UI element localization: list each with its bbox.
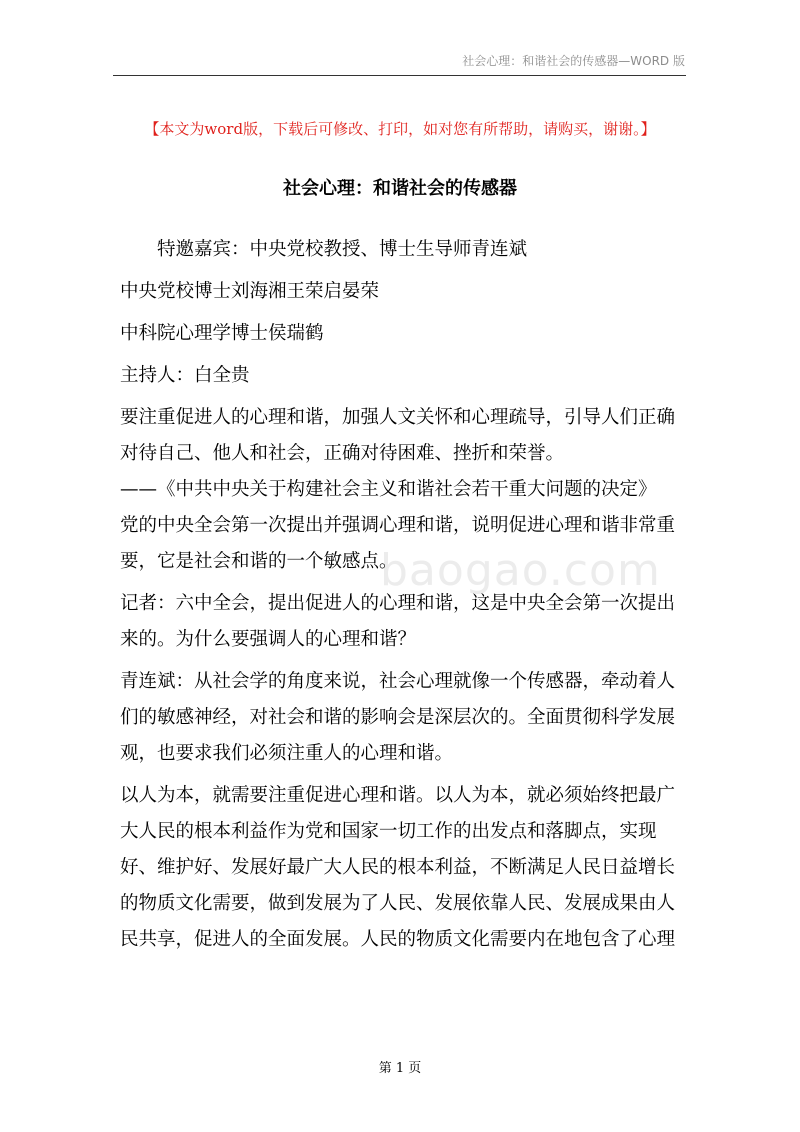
watermark: baogao.com [380,545,661,596]
guest-line: 中央党校博士刘海湘王荣启晏荣 [120,281,380,302]
quote-paragraph: 要注重促进人的心理和谐，加强人文关怀和心理疏导，引导人们正确对待自己、他人和社会，正确对待困难、挫折和荣誉。 [120,407,676,464]
body-paragraph: 以人为本，就需要注重促进心理和谐。以人为本，就必须始终把最广大人民的根本利益作为党和国家一切工作的出发点和落脚点，实现好、维护好、发展好最广大人民的根本利益，不断满足人民日益增长的物质文化需要，做到发展为了人民、发展依靠人民、发展成果由人民共享，促进人的全面发展。人民的物质文化需要内在地包含了心理 [120,785,676,950]
running-header: 社会心理：和谐社会的传感器—WORD 版 [462,54,685,68]
page-number: 第 1 页 [378,1061,422,1076]
document-title: 社会心理：和谐社会的传感器 [283,178,517,199]
guest-line: 特邀嘉宾：中央党校教授、博士生导师青连斌 [157,239,528,260]
document-body [120,232,686,964]
body-paragraph: 记者：六中全会，提出促进人的心理和谐，这是中央全会第一次提出来的。为什么要强调人的心理和谐？ [120,593,676,650]
body-paragraph: 党的中央全会第一次提出并强调心理和谐，说明促进心理和谐非常重要，它是社会和谐的一个敏感点。 [120,515,676,572]
quote-source: ——《中共中央关于构建社会主义和谐社会若干重大问题的决定》 [120,479,657,500]
header-divider [113,75,686,76]
host-line: 主持人：白全贵 [120,365,250,386]
guest-line: 中科院心理学博士侯瑞鹤 [120,323,324,344]
purchase-notice: 【本文为word版，下载后可修改、打印，如对您有所帮助，请购买，谢谢。】 [144,120,656,138]
body-paragraph: 青连斌：从社会学的角度来说，社会心理就像一个传感器，牵动着人们的敏感神经，对社会和谐的影响会是深层次的。全面贯彻科学发展观，也要求我们必须注重人的心理和谐。 [120,671,676,764]
